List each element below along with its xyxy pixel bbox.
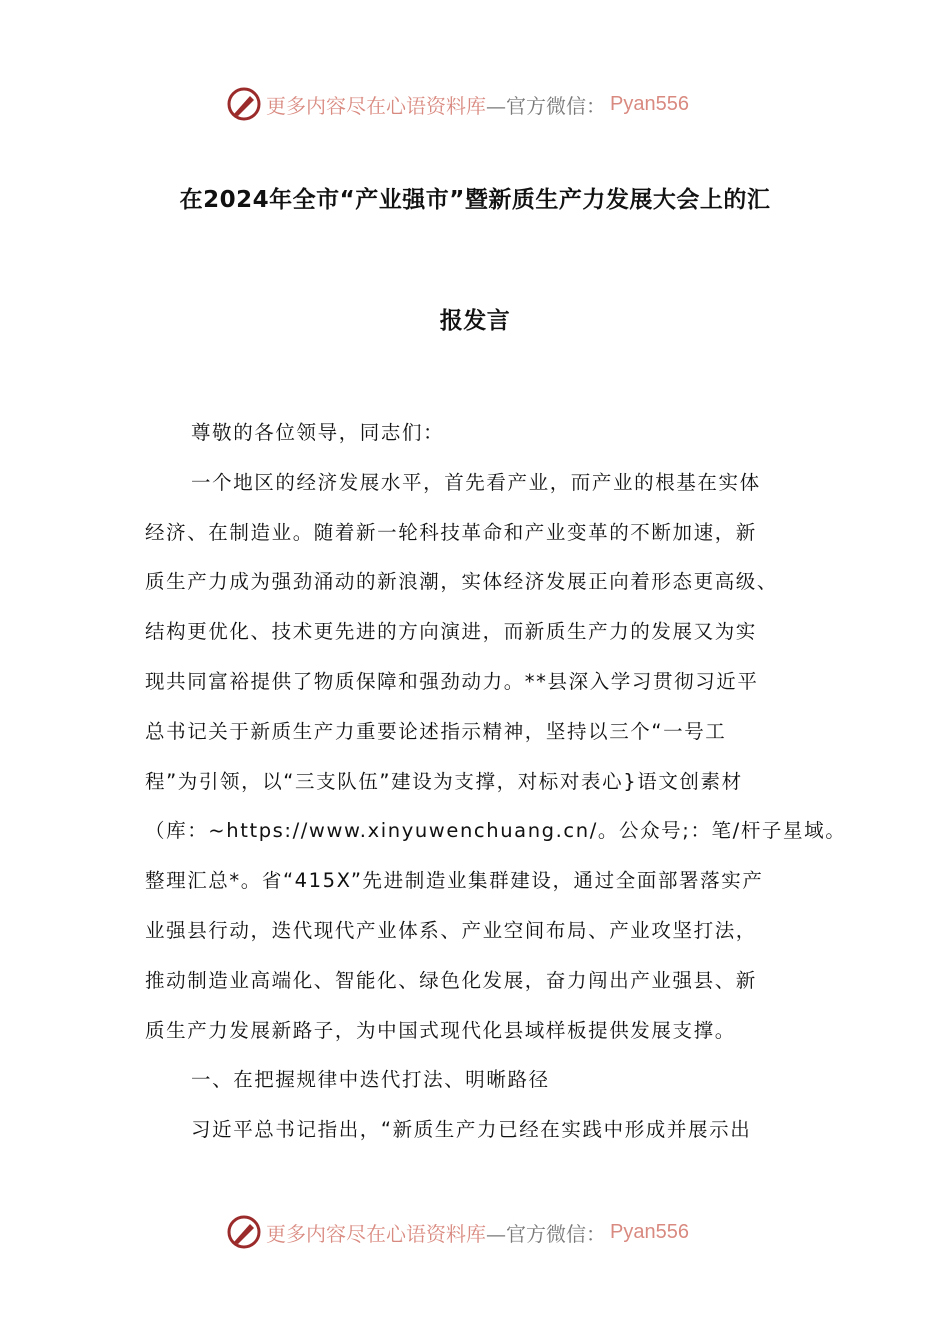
watermark-text: 更多内容尽在心语资料库 (266, 1221, 486, 1246)
body-text-line: 业强县行动，迭代现代产业体系、产业空间布局、产业攻坚打法， (145, 919, 757, 942)
watermark-wechat-id: Pyan556 (610, 92, 689, 115)
body-text-line: 程”为引领，以“三支队伍”建设为支撑，对标对表心}语文创素材 (145, 769, 743, 793)
pen-logo-icon (226, 86, 262, 122)
body-text-line: （库：~https://www.xinyuwenchuang.cn/。公众号;：笔/杆子星域。 (145, 819, 847, 843)
document-title-line1: 在2024年全市“产业强市”暨新质生产力发展大会上的汇 (179, 187, 771, 213)
watermark-wechat-label: —官方微信： (486, 1221, 606, 1246)
watermark-footer (226, 1212, 726, 1252)
body-text-line: 习近平总书记指出，“新质生产力已经在实践中形成并展示出 (191, 1118, 752, 1142)
body-text-line: 尊敬的各位领导，同志们： (191, 421, 445, 444)
body-text-line: 总书记关于新质生产力重要论述指示精神，坚持以三个“一号工 (145, 719, 727, 743)
watermark-wechat-label: —官方微信： (486, 93, 606, 118)
body-text-line: 一个地区的经济发展水平，首先看产业，而产业的根基在实体 (191, 470, 761, 494)
body-text-line: 质生产力发展新路子，为中国式现代化县域样板提供发展支撑。 (145, 1018, 736, 1042)
body-text-line: 经济、在制造业。随着新一轮科技革命和产业变革的不断加速，新 (145, 520, 757, 544)
body-text-line: 现共同富裕提供了物质保障和强劲动力。**县深入学习贯彻习近平 (145, 670, 759, 693)
watermark-wechat-id: Pyan556 (610, 1220, 689, 1243)
pen-logo-icon (226, 1214, 262, 1250)
document-title-line2: 报发言 (439, 308, 511, 334)
body-text-line: 整理汇总*。省“415X”先进制造业集群建设，通过全面部署落实产 (145, 869, 764, 893)
body-text-line: 推动制造业高端化、智能化、绿色化发展，奋力闯出产业强县、新 (145, 968, 757, 992)
watermark-header (226, 84, 726, 124)
body-text-line: 结构更优化、技术更先进的方向演进，而新质生产力的发展又为实 (145, 620, 757, 644)
body-text-line: 质生产力成为强劲涌动的新浪潮，实体经济发展正向着形态更高级、 (145, 570, 779, 594)
section-heading: 一、在把握规律中迭代打法、明晰路径 (191, 1068, 550, 1092)
watermark-text: 更多内容尽在心语资料库 (266, 93, 486, 118)
